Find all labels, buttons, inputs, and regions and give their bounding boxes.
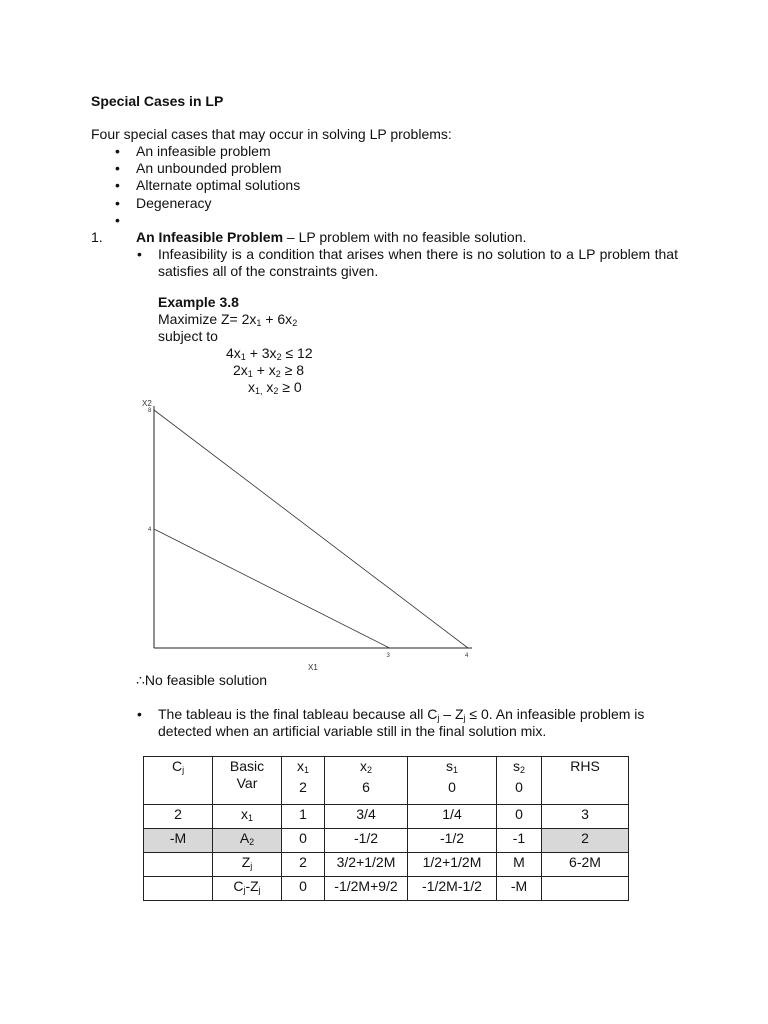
subject-to: subject to xyxy=(158,328,218,344)
list-item: • An infeasible problem xyxy=(136,143,271,159)
y-tick-label: 4 xyxy=(148,527,152,533)
list-item: • Alternate optimal solutions xyxy=(136,177,300,193)
section-heading: An Infeasible Problem xyxy=(136,229,284,245)
x-tick-label: 3 xyxy=(386,653,390,659)
objective-function: Maximize $Z= 2x_1 + 6x_2$ xyxy=(158,311,298,328)
table-row-artificial: -M $A_2$ 0 -1/2 -1/2 -1 2 xyxy=(144,829,629,853)
intro-text: Four special cases that may occur in solving LP problems: xyxy=(91,126,452,142)
x-tick-label: 4 xyxy=(465,653,469,659)
simplex-tableau xyxy=(143,756,629,901)
section-heading-line xyxy=(136,229,526,245)
header-rhs: RHS xyxy=(542,757,629,805)
section-number: 1. xyxy=(91,229,103,245)
constraint-1: $4x_1 + 3x_2 \le 12$ xyxy=(226,345,313,362)
example-title: Example 3.8 xyxy=(158,294,239,310)
tableau-note-line1: • The tableau is the final tableau because all $C_j - Z_j \le 0$. An infeasible problem is xyxy=(158,706,678,723)
tableau-note-line2: detected when an artificial variable still in the final solution mix. xyxy=(158,723,547,739)
constraint-3: $x_{1,}$ $x_2 \ge 0$ xyxy=(248,379,302,396)
y-tick-label: 8 xyxy=(148,408,152,414)
table-row: 2 $x_1$ 1 3/4 1/4 0 3 xyxy=(144,805,629,829)
header-s2: $s_2$ 0 xyxy=(497,757,542,805)
header-cj: $C_j$ xyxy=(144,757,213,805)
feasibility-graph xyxy=(138,398,478,678)
list-item: • An unbounded problem xyxy=(136,160,282,176)
constraint-line-2 xyxy=(154,410,468,648)
conclusion: ∴No feasible solution xyxy=(136,672,268,688)
infeasibility-definition-cont: satisfies all of the constraints given. xyxy=(158,263,379,279)
page-title: Special Cases in LP xyxy=(91,93,224,109)
header-x2: $x_2$ 6 xyxy=(325,757,408,805)
table-row-zj: $Z_j$ 2 3/2+1/2M 1/2+1/2M M 6-2M xyxy=(144,853,629,877)
infeasibility-definition: • Infeasibility is a condition that arises when there is no solution to a LP problem that xyxy=(158,246,678,262)
header-x1: $x_1$ 2 xyxy=(282,757,325,805)
header-basic-var: Basic Var xyxy=(213,757,282,805)
table-row-cj-zj: $C_j-Z_j$ 0 -1/2M+9/2 -1/2M-1/2 -M xyxy=(144,877,629,901)
header-s1: $s_1$ 0 xyxy=(408,757,497,805)
list-item: • Degeneracy xyxy=(136,195,212,211)
y-axis-label: X2 xyxy=(142,399,152,408)
constraint-line-1 xyxy=(154,529,390,648)
constraint-2: $2x_1 + x_2 \ge 8$ xyxy=(233,362,305,379)
table-header-row xyxy=(144,757,629,805)
x-axis-label: X1 xyxy=(308,663,318,672)
section-heading-rest: – LP problem with no feasible solution. xyxy=(283,229,527,245)
